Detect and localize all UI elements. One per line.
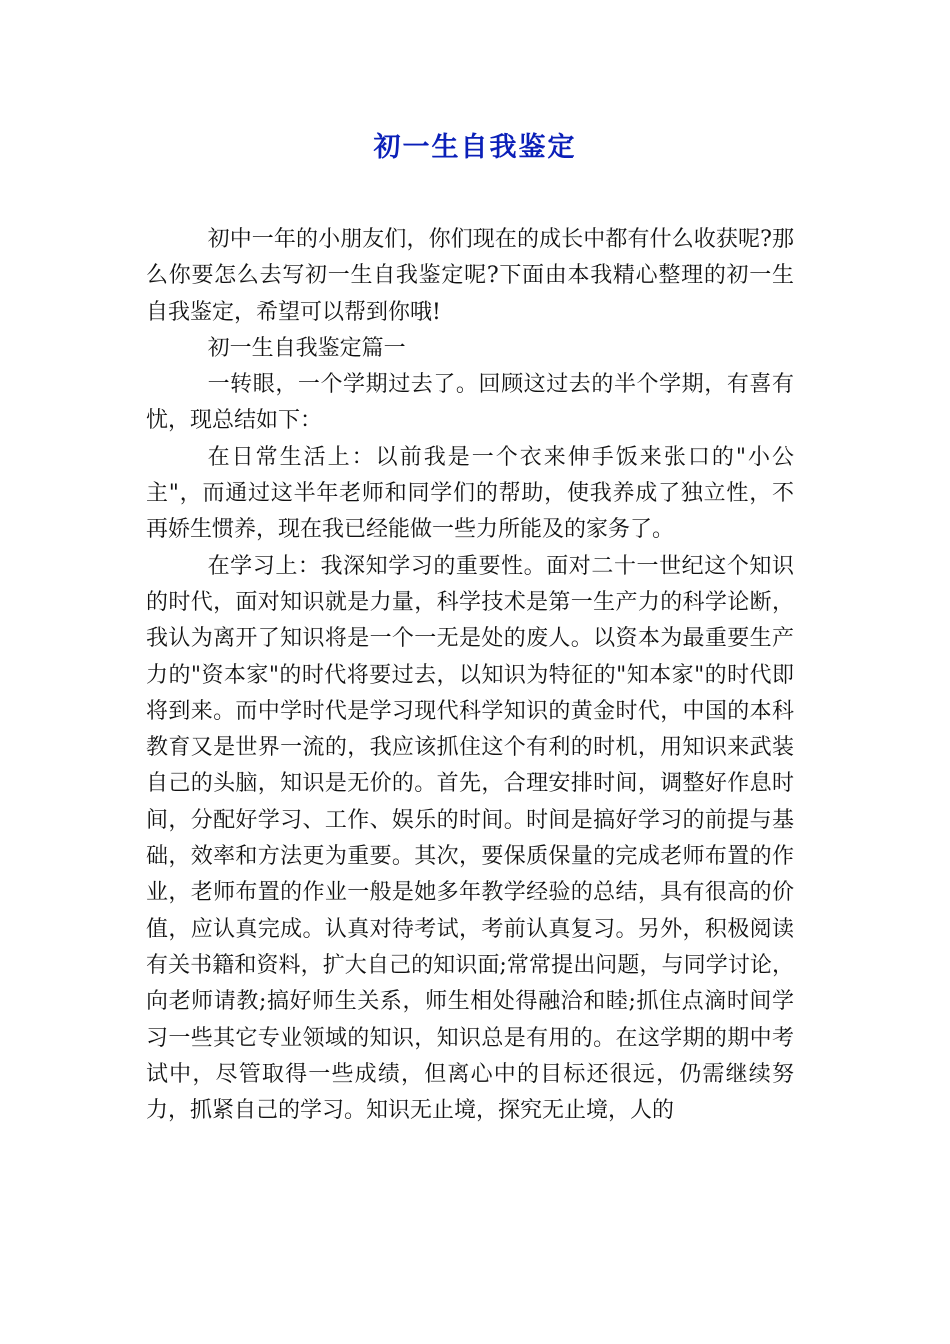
paragraph-daily-life: 在日常生活上：以前我是一个衣来伸手饭来张口的"小公主"，而通过这半年老师和同学们的帮助，使我养成了独立性，不再娇生惯养，现在我已经能做一些力所能及的家务了。 xyxy=(146,444,794,543)
paragraph-summary: 一转眼，一个学期过去了。回顾这过去的半个学期，有喜有忧，现总结如下： xyxy=(146,372,794,434)
document-body xyxy=(146,222,794,1129)
document-title: 初一生自我鉴定 xyxy=(373,132,577,163)
section-heading: 初一生自我鉴定篇一 xyxy=(207,335,406,361)
paragraph-intro: 初中一年的小朋友们，你们现在的成长中都有什么收获呢?那么你要怎么去写初一生自我鉴定呢?下面由本我精心整理的初一生自我鉴定，希望可以帮到你哦! xyxy=(146,227,795,325)
paragraph-study: 在学习上：我深知学习的重要性。面对二十一世纪这个知识的时代，面对知识就是力量，科学技术是第一生产力的科学论断，我认为离开了知识将是一个一无是处的废人。以资本为最重要生产力的"资本家"的时代将要过去，以知识为特征的"知本家"的时代即将到来。而中学时代是学习现代科学知识的黄金时代，中国的本科教育又是世界一流的，我应该抓住这个有利的时机，用知识来武装自己的头脑，知识是无价的。首先，合理安排时间，调整好作息时间，分配好学习、工作、娱乐的时间。时间是搞好学习的前提与基础，效率和方法更为重要。其次，要保质保量的完成老师布置的作业，老师布置的作业一般是她多年教学经验的总结，具有很高的价值，应认真完成。认真对待考试，考前认真复习。另外，积极阅读有关书籍和资料，扩大自己的知识面;常常提出问题，与同学讨论，向老师请教;搞好师生关系，师生相处得融洽和睦;抓住点滴时间学习一些其它专业领域的知识，知识总是有用的。在这学期的期中考试中，尽管取得一些成绩，但离心中的目标还很远，仍需继续努力，抓紧自己的学习。知识无止境，探究无止境，人的 xyxy=(146,553,794,1124)
